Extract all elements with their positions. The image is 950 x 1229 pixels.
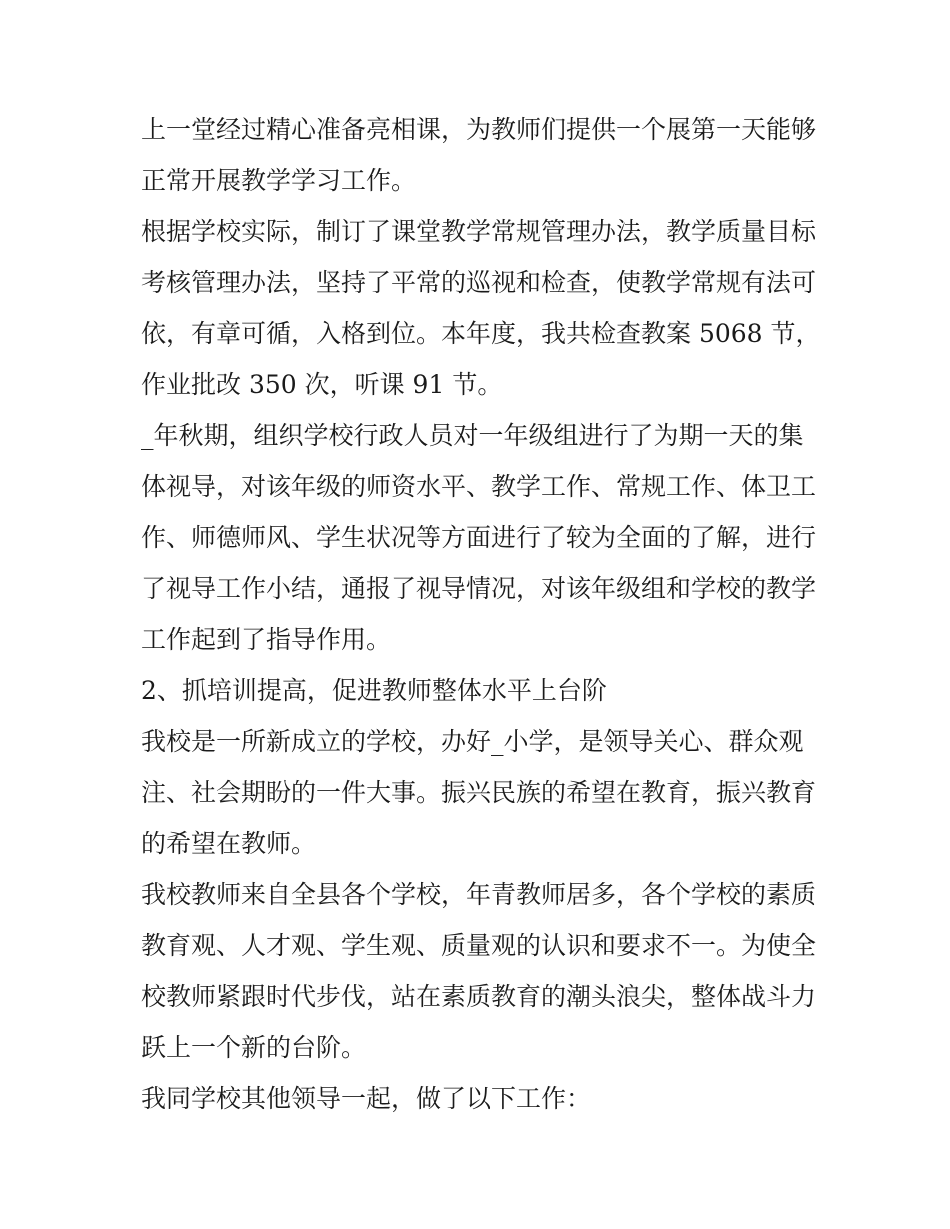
text-line: 我校教师来自全县各个学校，年青教师居多，各个学校的素质 xyxy=(141,880,817,909)
text-line: 教育观、人才观、学生观、质量观的认识和要求不一。为使全 xyxy=(141,931,817,960)
text-line: 了视导工作小结，通报了视导情况，对该年级组和学校的教学 xyxy=(141,574,817,603)
text-line: 跃上一个新的台阶。 xyxy=(141,1033,367,1062)
text-line: 注、社会期盼的一件大事。振兴民族的希望在教育，振兴教育 xyxy=(141,778,817,807)
text-line: 的希望在教师。 xyxy=(141,829,317,858)
text-line: 根据学校实际，制订了课堂教学常规管理办法，教学质量目标 xyxy=(141,217,817,246)
text-line: 依，有章可循，入格到位。本年度，我共检查教案 5068 节， xyxy=(141,319,821,348)
body-text xyxy=(141,104,821,1124)
text-line: 我同学校其他领导一起，做了以下工作： xyxy=(141,1084,592,1113)
text-line: 作、师德师风、学生状况等方面进行了较为全面的了解，进行 xyxy=(141,523,817,552)
text-line: 校教师紧跟时代步伐，站在素质教育的潮头浪尖，整体战斗力 xyxy=(141,982,817,1011)
text-line: 体视导，对该年级的师资水平、教学工作、常规工作、体卫工 xyxy=(141,472,817,501)
section-heading: 2、抓培训提高，促进教师整体水平上台阶 xyxy=(141,676,607,705)
text-line: 工作起到了指导作用。 xyxy=(141,625,392,654)
text-line: 我校是一所新成立的学校，办好_小学，是领导关心、群众观 xyxy=(141,727,804,756)
text-line: 正常开展教学学习工作。 xyxy=(141,166,417,195)
text-line: 作业批改 350 次，听课 91 节。 xyxy=(141,370,503,399)
text-line: 上一堂经过精心准备亮相课，为教师们提供一个展第一天能够 xyxy=(141,115,817,144)
text-line: 考核管理办法，坚持了平常的巡视和检查，使教学常规有法可 xyxy=(141,268,817,297)
text-line: _年秋期，组织学校行政人员对一年级组进行了为期一天的集 xyxy=(141,421,804,450)
